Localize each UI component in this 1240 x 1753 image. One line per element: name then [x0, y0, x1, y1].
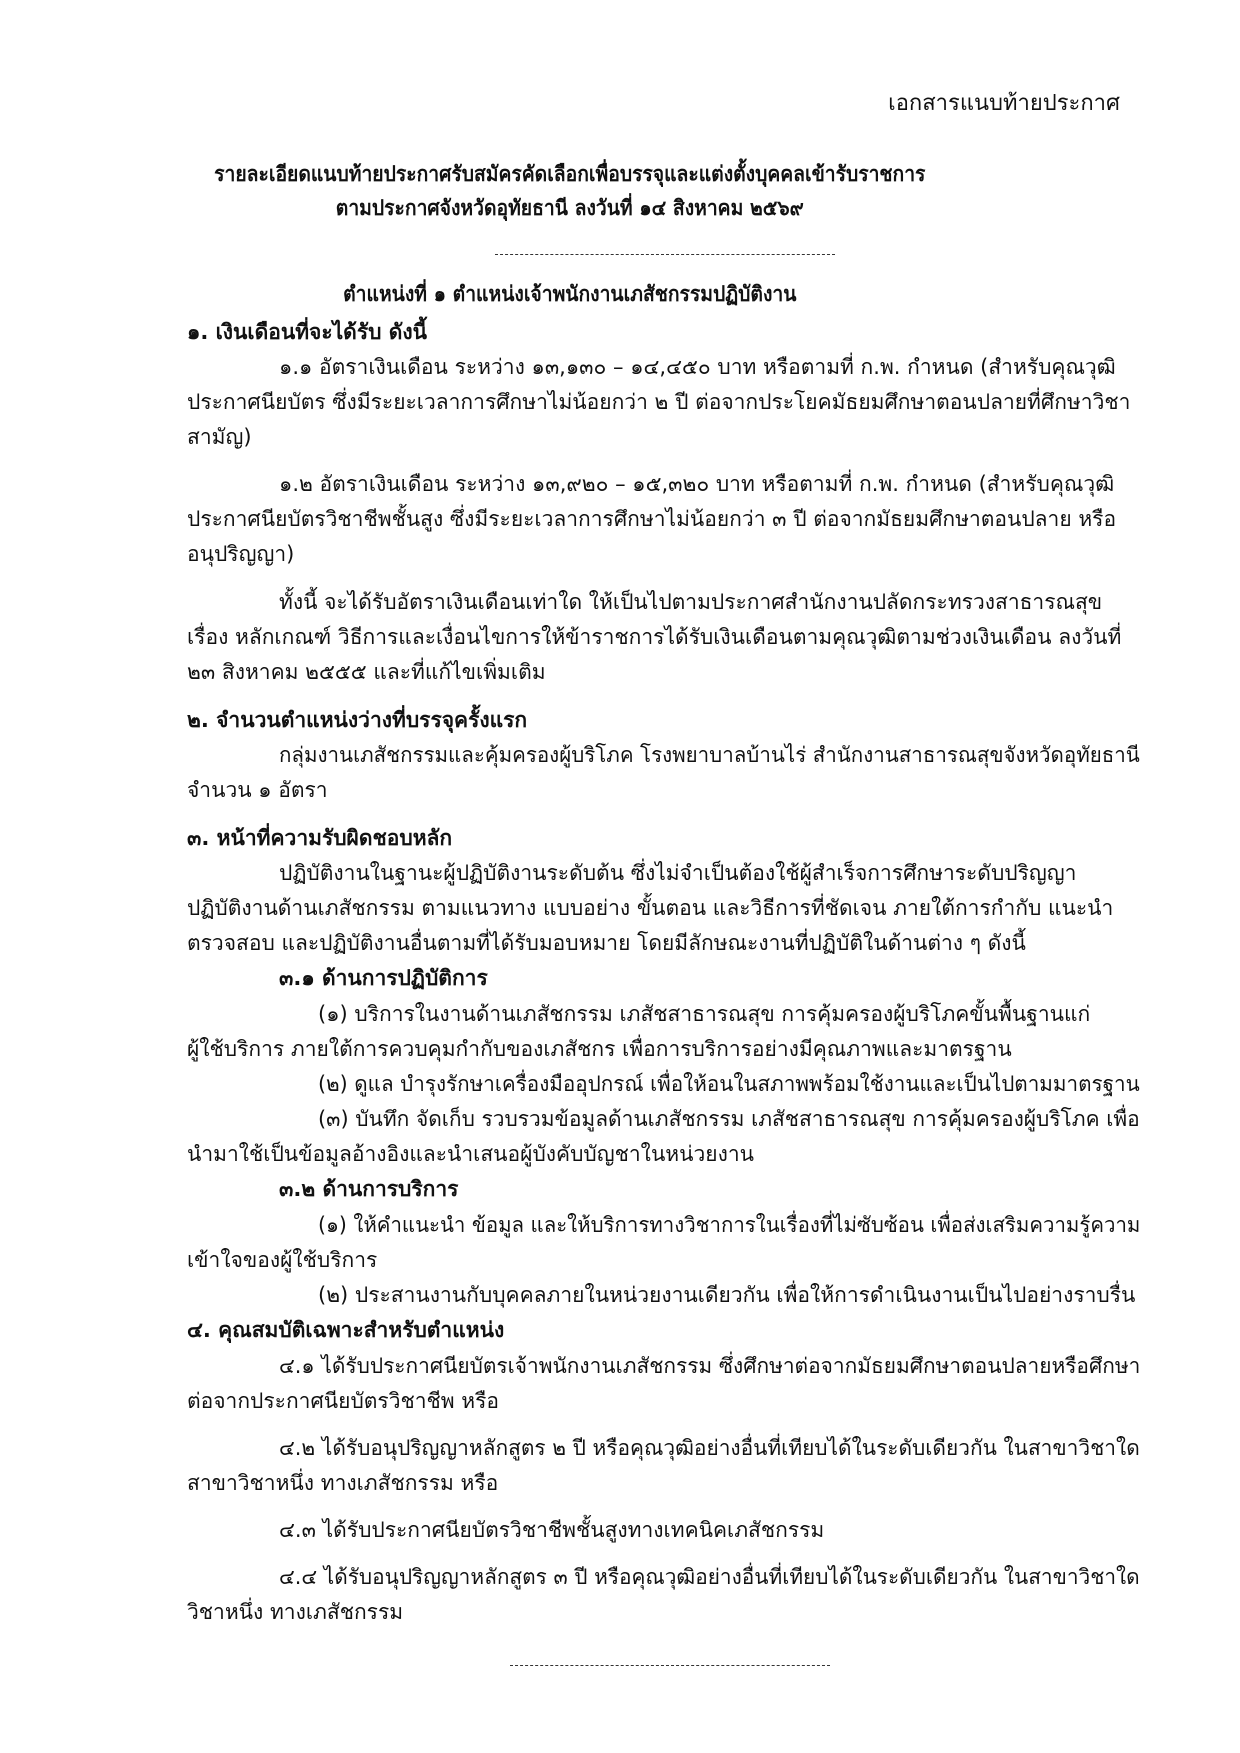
section1-item1-line3: สามัญ) — [187, 425, 252, 449]
section3-1-heading: ๓.๑ ด้านการปฏิบัติการ — [279, 966, 488, 990]
attachment-label: เอกสารแนบท้ายประกาศ — [888, 91, 1120, 116]
title-divider — [495, 254, 835, 255]
section3-1-item2-line1: (๒) ดูแล บำรุงรักษาเครื่องมืออุปกรณ์ เพื่อให้อนในสภาพพร้อมใช้งานและเป็นไปตามมาตรฐาน — [318, 1072, 1140, 1096]
section1-item2-line1: ๑.๒ อัตราเงินเดือน ระหว่าง ๑๓,๙๒๐ – ๑๕,๓๒๐ บาท หรือตามที่ ก.พ. กำหนด (สำหรับคุณวุฒิ — [279, 472, 1115, 496]
section3-line1: ปฏิบัติงานในฐานะผู้ปฏิบัติงานระดับต้น ซึ่งไม่จำเป็นต้องใช้ผู้สำเร็จการศึกษาระดับปริญญา — [279, 861, 1077, 885]
section4-item4-line2: วิชาหนึ่ง ทางเภสัชกรรม — [187, 1600, 404, 1624]
section3-2-item2-line1: (๒) ประสานงานกับบุคคลภายในหน่วยงานเดียวกัน เพื่อให้การดำเนินงานเป็นไปอย่างราบรื่น — [318, 1283, 1136, 1307]
section1-item1-line2: ประกาศนียบัตร ซึ่งมีระยะเวลาการศึกษาไม่น้อยกว่า ๒ ปี ต่อจากประโยคมัธยมศึกษาตอนปลายที่ศึกษาวิชา — [187, 390, 1131, 414]
section1-note-line3: ๒๓ สิงหาคม ๒๕๕๕ และที่แก้ไขเพิ่มเติม — [187, 660, 546, 684]
section1-item2-line3: อนุปริญญา) — [187, 542, 295, 566]
section3-2-item1-line2: เข้าใจของผู้ใช้บริการ — [187, 1248, 378, 1272]
section2-heading: ๒. จำนวนตำแหน่งว่างที่บรรจุครั้งแรก — [187, 708, 528, 732]
section3-2-item1-line1: (๑) ให้คำแนะนำ ข้อมูล และให้บริการทางวิชาการในเรื่องที่ไม่ซับซ้อน เพื่อส่งเสริมความรู้ความ — [318, 1213, 1141, 1237]
section3-1-item3-line1: (๓) บันทึก จัดเก็บ รวบรวมข้อมูลด้านเภสัชกรรม เภสัชสาธารณสุข การคุ้มครองผู้บริโภค เพื่อ — [318, 1107, 1140, 1131]
section4-item2-line2: สาขาวิชาหนึ่ง ทางเภสัชกรรม หรือ — [187, 1471, 499, 1495]
section3-1-item3-line2: นำมาใช้เป็นข้อมูลอ้างอิงและนำเสนอผู้บังคับบัญชาในหน่วยงาน — [187, 1142, 754, 1166]
section3-1-item1-line1: (๑) บริการในงานด้านเภสัชกรรม เภสัชสาธารณสุข การคุ้มครองผู้บริโภคขั้นพื้นฐานแก่ — [318, 1002, 1091, 1026]
section2-line2: จำนวน ๑ อัตรา — [187, 778, 328, 802]
section3-1-item1-line2: ผู้ใช้บริการ ภายใต้การควบคุมกำกับของเภสัชกร เพื่อการบริการอย่างมีคุณภาพและมาตรฐาน — [187, 1037, 1012, 1061]
position-title: ตำแหน่งที่ ๑ ตำแหน่งเจ้าพนักงานเภสัชกรรมปฏิบัติงาน — [343, 282, 797, 306]
section2-line1: กลุ่มงานเภสัชกรรมและคุ้มครองผู้บริโภค โรงพยาบาลบ้านไร่ สำนักงานสาธารณสุขจังหวัดอุทัยธานี — [279, 743, 1140, 767]
section1-heading: ๑. เงินเดือนที่จะได้รับ ดังนี้ — [187, 320, 427, 344]
section1-note-line2: เรื่อง หลักเกณฑ์ วิธีการและเงื่อนไขการให้ข้าราชการได้รับเงินเดือนตามคุณวุฒิตามช่วงเงินเดือน ลงวันที่ — [187, 625, 1122, 649]
section4-item2-line1: ๔.๒ ได้รับอนุปริญญาหลักสูตร ๒ ปี หรือคุณวุฒิอย่างอื่นที่เทียบได้ในระดับเดียวกัน ในสาขาวิชาใด — [279, 1436, 1140, 1460]
section4-item4-line1: ๔.๔ ได้รับอนุปริญญาหลักสูตร ๓ ปี หรือคุณวุฒิอย่างอื่นที่เทียบได้ในระดับเดียวกัน ในสาขาวิชาใด — [279, 1565, 1140, 1589]
document-title-line1: รายละเอียดแนบท้ายประกาศรับสมัครคัดเลือกเพื่อบรรจุและแต่งตั้งบุคคลเข้ารับราชการ — [214, 162, 926, 186]
section3-heading: ๓. หน้าที่ความรับผิดชอบหลัก — [187, 826, 453, 850]
section4-item3-line1: ๔.๓ ได้รับประกาศนียบัตรวิชาชีพชั้นสูงทางเทคนิคเภสัชกรรม — [279, 1518, 825, 1542]
section1-item1-line1: ๑.๑ อัตราเงินเดือน ระหว่าง ๑๓,๑๓๐ – ๑๔,๔๕๐ บาท หรือตามที่ ก.พ. กำหนด (สำหรับคุณวุฒิ — [279, 355, 1116, 379]
section3-line2: ปฏิบัติงานด้านเภสัชกรรม ตามแนวทาง แบบอย่าง ขั้นตอน และวิธีการที่ชัดเจน ภายใต้การกำกับ แนะนำ — [187, 896, 1114, 920]
document-title-line2: ตามประกาศจังหวัดอุทัยธานี ลงวันที่ ๑๔ สิงหาคม ๒๕๖๙ — [335, 196, 804, 220]
footer-divider — [510, 1665, 830, 1666]
section1-item2-line2: ประกาศนียบัตรวิชาชีพชั้นสูง ซึ่งมีระยะเวลาการศึกษาไม่น้อยกว่า ๓ ปี ต่อจากมัธยมศึกษาตอนปลาย หรือ — [187, 507, 1117, 531]
section3-2-heading: ๓.๒ ด้านการบริการ — [279, 1177, 459, 1201]
section4-item1-line2: ต่อจากประกาศนียบัตรวิชาชีพ หรือ — [187, 1389, 500, 1413]
section3-line3: ตรวจสอบ และปฏิบัติงานอื่นตามที่ได้รับมอบหมาย โดยมีลักษณะงานที่ปฏิบัติในด้านต่าง ๆ ดังนี้ — [187, 931, 1026, 955]
section1-note-line1: ทั้งนี้ จะได้รับอัตราเงินเดือนเท่าใด ให้เป็นไปตามประกาศสำนักงานปลัดกระทรวงสาธารณสุข — [279, 590, 1103, 614]
section4-item1-line1: ๔.๑ ได้รับประกาศนียบัตรเจ้าพนักงานเภสัชกรรม ซึ่งศึกษาต่อจากมัธยมศึกษาตอนปลายหรือศึกษา — [279, 1354, 1141, 1378]
section4-heading: ๔. คุณสมบัติเฉพาะสำหรับตำแหน่ง — [187, 1318, 505, 1342]
